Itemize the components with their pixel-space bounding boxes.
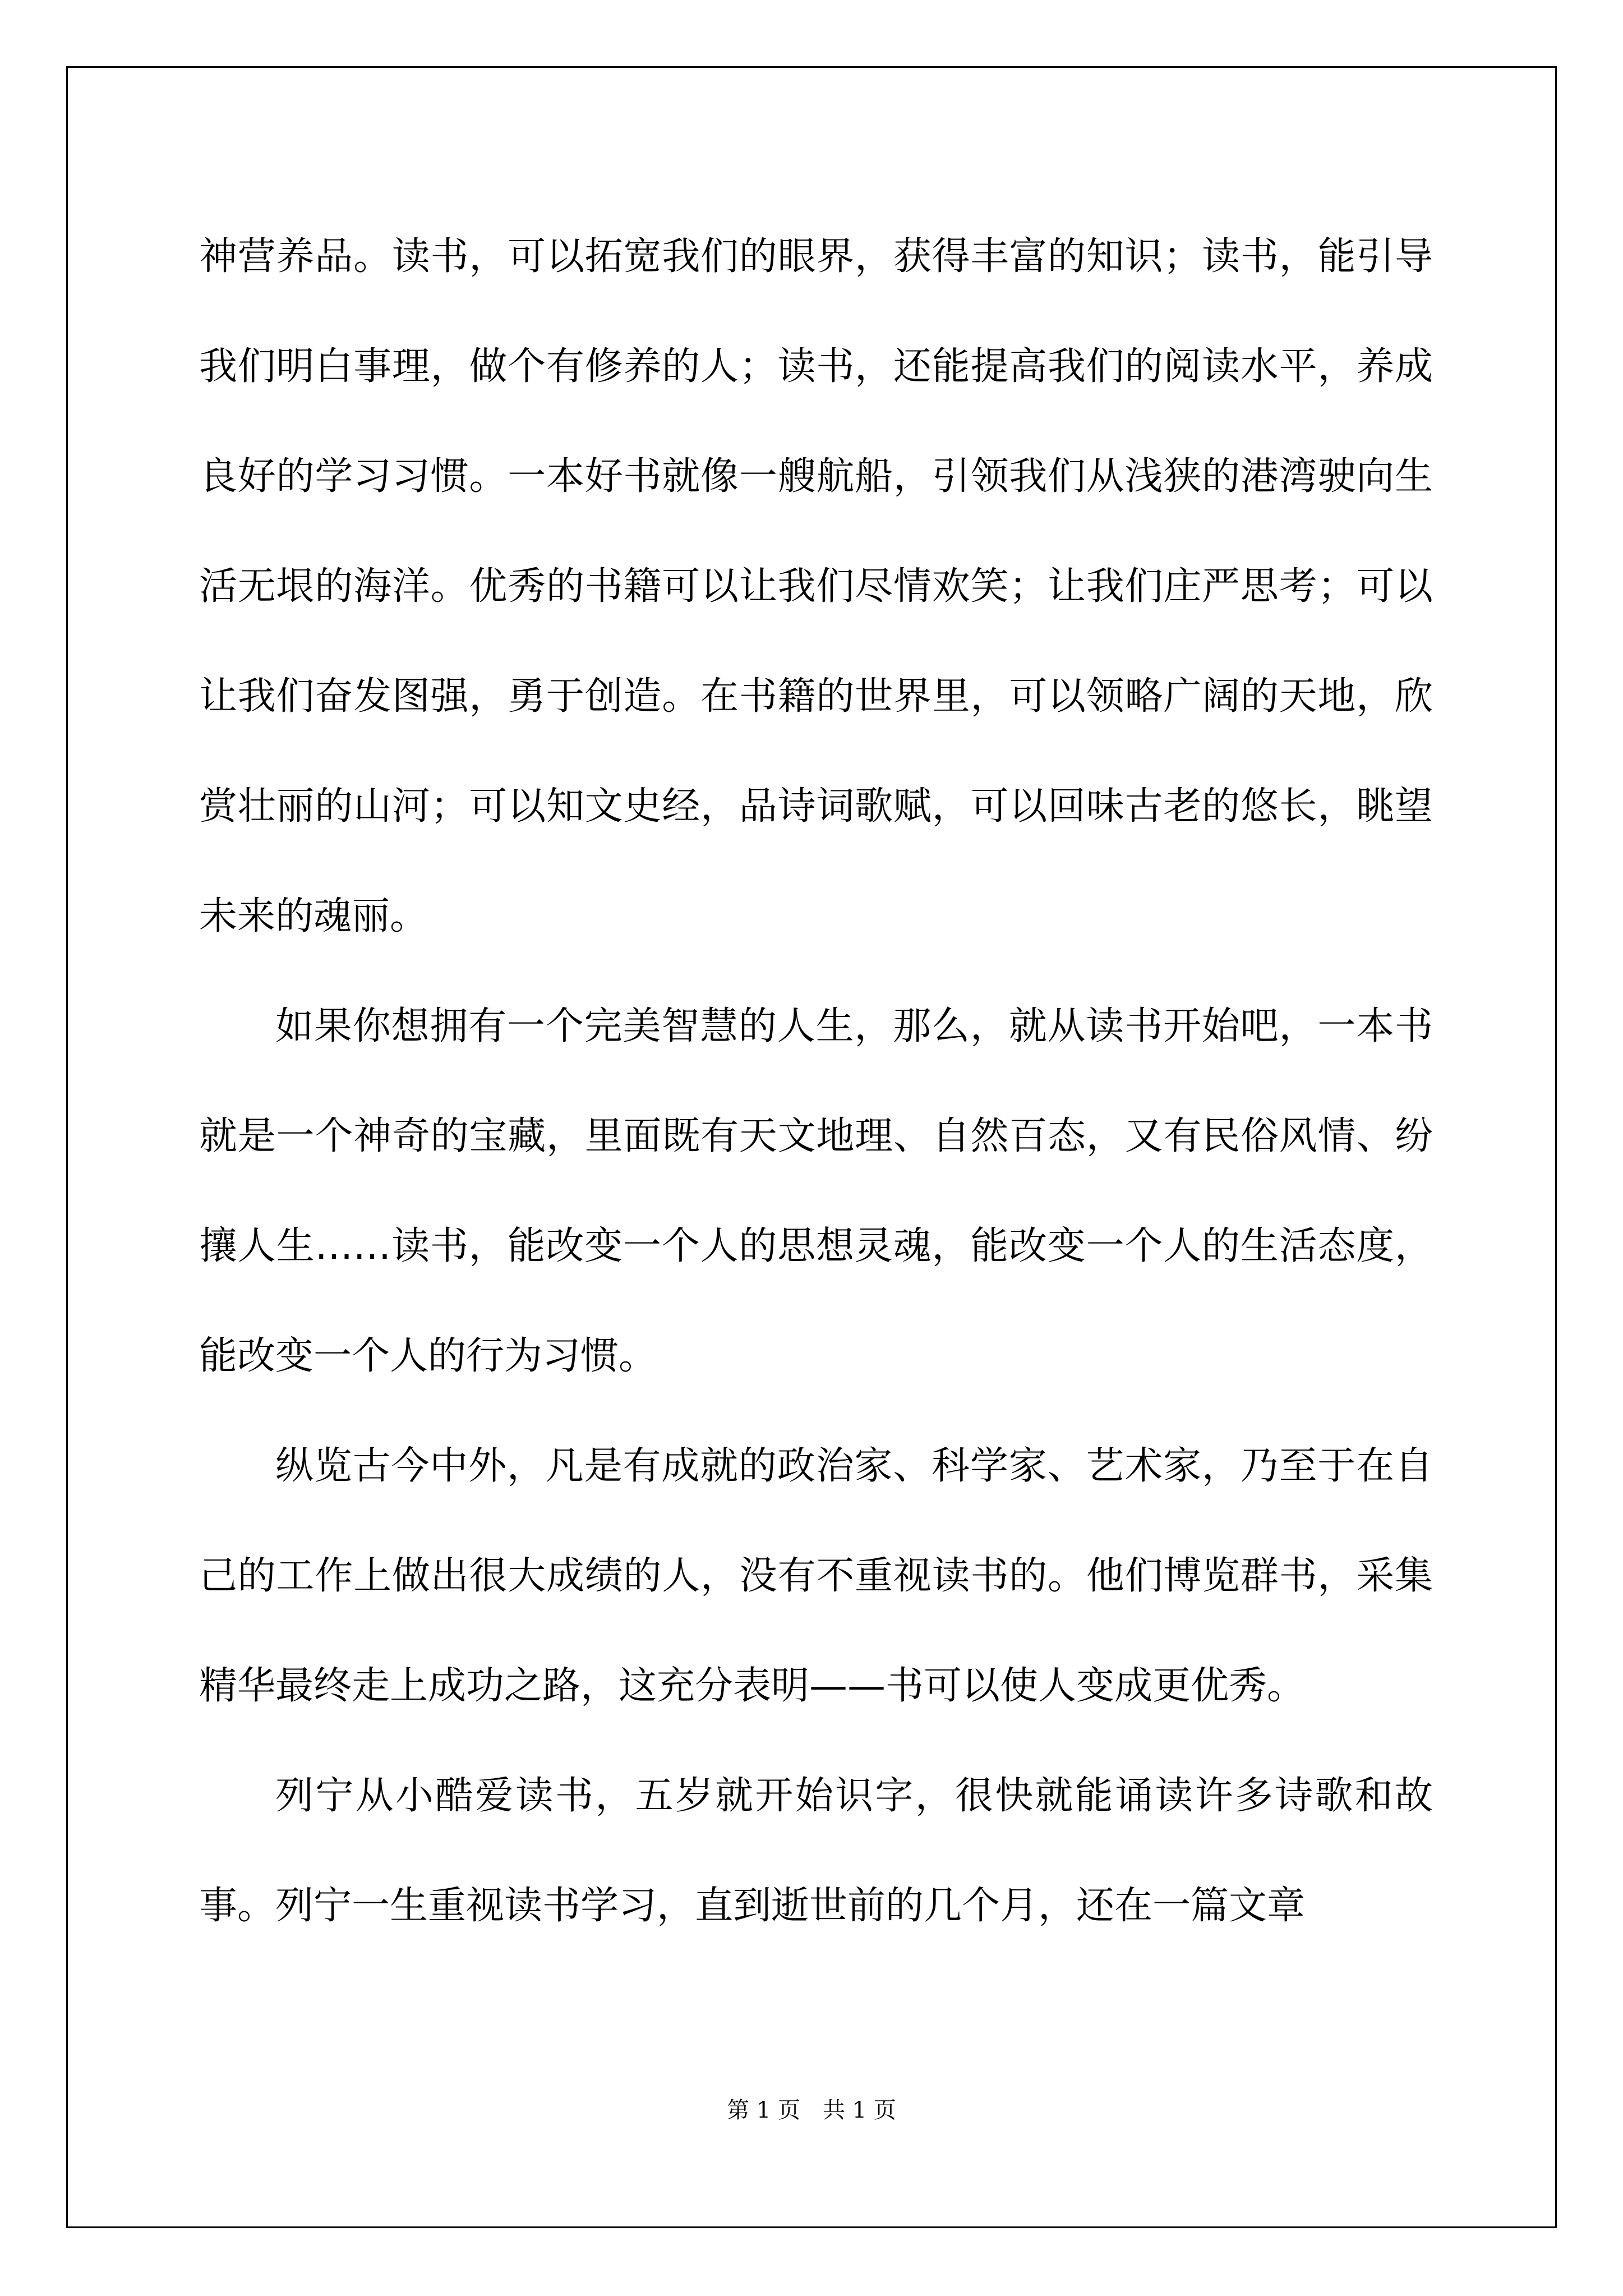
page-number: 第 1 页 [727, 2097, 800, 2123]
document-body [199, 202, 1433, 1961]
page-total: 共 1 页 [823, 2097, 896, 2123]
paragraph-1: 神营养品。读书，可以拓宽我们的眼界，获得丰富的知识；读书，能引导我们明白事理，做个有修养的人；读书，还能提高我们的阅读水平，养成良好的学习习惯。一本好书就像一艘航船，引领我们从浅狭的港湾驶向生活无垠的海洋。优秀的书籍可以让我们尽情欢笑；让我们庄严思考；可以让我们奋发图强，勇于创造。在书籍的世界里，可以领略广阔的天地，欣赏壮丽的山河；可以知文史经，品诗词歌赋，可以回味古老的悠长，眺望未来的魂丽。 [199, 234, 1433, 938]
paragraph-2: 如果你想拥有一个完美智慧的人生，那么，就从读书开始吧，一本书就是一个神奇的宝藏，里面既有天文地理、自然百态，又有民俗风情、纷攘人生……读书，能改变一个人的思想灵魂，能改变一个人的生活态度，能改变一个人的行为习惯。 [199, 1004, 1433, 1378]
paragraph-4: 列宁从小酷爱读书，五岁就开始识字，很快就能诵读许多诗歌和故事。列宁一生重视读书学习，直到逝世前的几个月，还在一篇文章 [199, 1774, 1433, 1928]
paragraph-3: 纵览古今中外，凡是有成就的政治家、科学家、艺术家，乃至于在自己的工作上做出很大成绩的人，没有不重视读书的。他们博览群书，采集精华最终走上成功之路，这充分表明——书可以使人变成更优秀。 [199, 1444, 1433, 1708]
page-footer [0, 2092, 1623, 2124]
